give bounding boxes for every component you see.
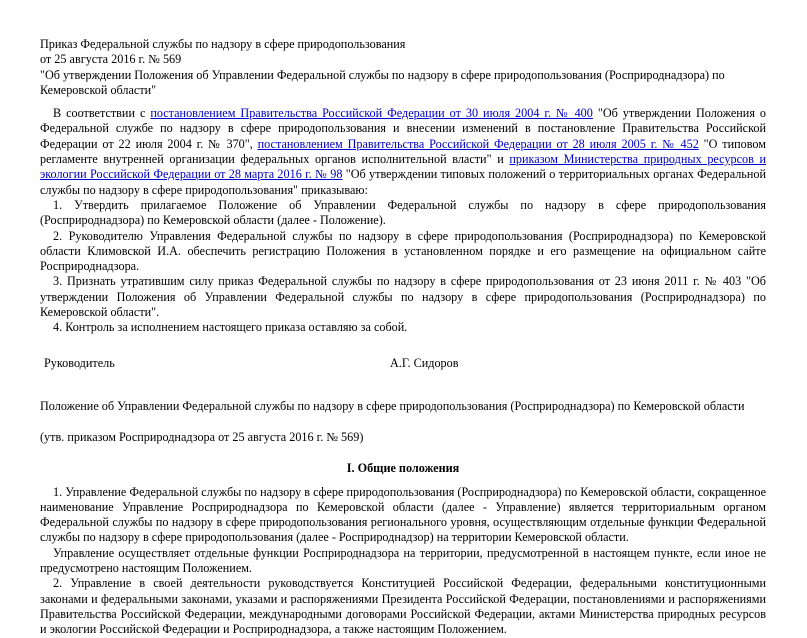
link-resolution-452[interactable]: постановлением Правительства Российской Федерации от 28 июля 2005 г. № 452 [257,136,699,151]
order-item-4: 4. Контроль за исполнением настоящего приказа оставляю за собой. [53,320,408,335]
preamble-text-3: "О типовом регламенте внутренней организации федеральных органов исполнительной власти" и [40,136,766,167]
regulation-paragraph-1: 1. Управление Федеральной службы по надзору в сфере природопользования (Росприроднадзора) по Кемеровской области, сокращенное наименование Управление Росприроднадзора по Кемеровской области (далее - Управление) является территориальным органом Федеральной службы по надзору в сфере природопользования регионального уровня, осуществляющим отдельные функции Федеральной службы по надзору в сфере природопользования (далее - Росприроднадзор) на территории Кемеровской области. [40,484,766,545]
signatory-name: А.Г. Сидоров [390,355,459,370]
link-order-98[interactable]: приказом Министерства природных ресурсов и экологии Российской Федерации от 28 марта 2016 г. № 98 [40,152,767,182]
signatory-role: Руководитель [44,355,115,370]
order-item-2: 2. Руководителю Управления Федеральной службы по надзору в сфере природопользования (Росприроднадзора) по Кемеровской области Климовской И.А. обеспечить регистрацию Положения в установленном порядке и его размещение на официальном сайте Росприроднадзора. [40,228,766,274]
order-item-1: 1. Утвердить прилагаемое Положение об Управлении Федеральной службы по надзору в сфере природопользования (Росприроднадзора) по Кемеровской области (далее - Положение). [40,197,766,228]
regulation-paragraph-3: 2. Управление в своей деятельности руководствуется Конституцией Российской Федерации, федеральными конституционными законами и федеральными законами, указами и распоряжениями Президента Российской Федерации, постановлениями и распоряжениями Правительства Российской Федерации, международными договорами Российской Федерации, актами Министерства природных ресурсов и экологии Российской Федерации и Росприроднадзора, а также настоящим Положением. [40,576,766,637]
regulation-approval-note: (утв. приказом Росприроднадзора от 25 августа 2016 г. № 569) [40,429,364,444]
order-subject: "Об утверждении Положения об Управлении Федеральной службы по надзору в сфере природопользования (Росприроднадзора) по Кемеровской области" [40,67,725,97]
order-date-line: от 25 августа 2016 г. № 569 [40,52,182,67]
regulation-paragraph-2: Управление осуществляет отдельные функции Росприроднадзора на территории, предусмотренной в настоящем пункте, если иное не предусмотрено настоящим Положением. [40,545,766,576]
link-resolution-400[interactable]: постановлением Правительства Российской Федерации от 30 июля 2004 г. № 400 [150,106,593,121]
order-item-3: 3. Признать утратившим силу приказ Федеральной службы по надзору в сфере природопользования от 23 июня 2011 г. № 403 "Об утверждении Положения об Управлении Федеральной службы по надзору в сфере природопользования (Росприроднадзора) по Кемеровской области". [40,274,766,320]
signature-block [40,356,766,371]
section-title: I. Общие положения [346,461,460,476]
preamble-text-1: В соответствии с [53,106,151,121]
document-page [40,37,766,638]
preamble-text-2: "Об утверждении Положения о Федеральной службе по надзору в сфере природопользования и внесении изменений в постановление Правительства Российской Федерации от 22 июля 2004 г. № 370", [40,106,766,151]
order-title-line1: Приказ Федеральной службы по надзору в сфере природопользования [40,37,406,51]
preamble-paragraph [40,106,766,198]
preamble-text-4: "Об утверждении типовых положений о территориальных органах Федеральной службы по надзору в сфере природопользования" приказываю: [40,167,766,197]
regulation-title: Положение об Управлении Федеральной службы по надзору в сфере природопользования (Росприроднадзора) по Кемеровской области [40,398,745,413]
